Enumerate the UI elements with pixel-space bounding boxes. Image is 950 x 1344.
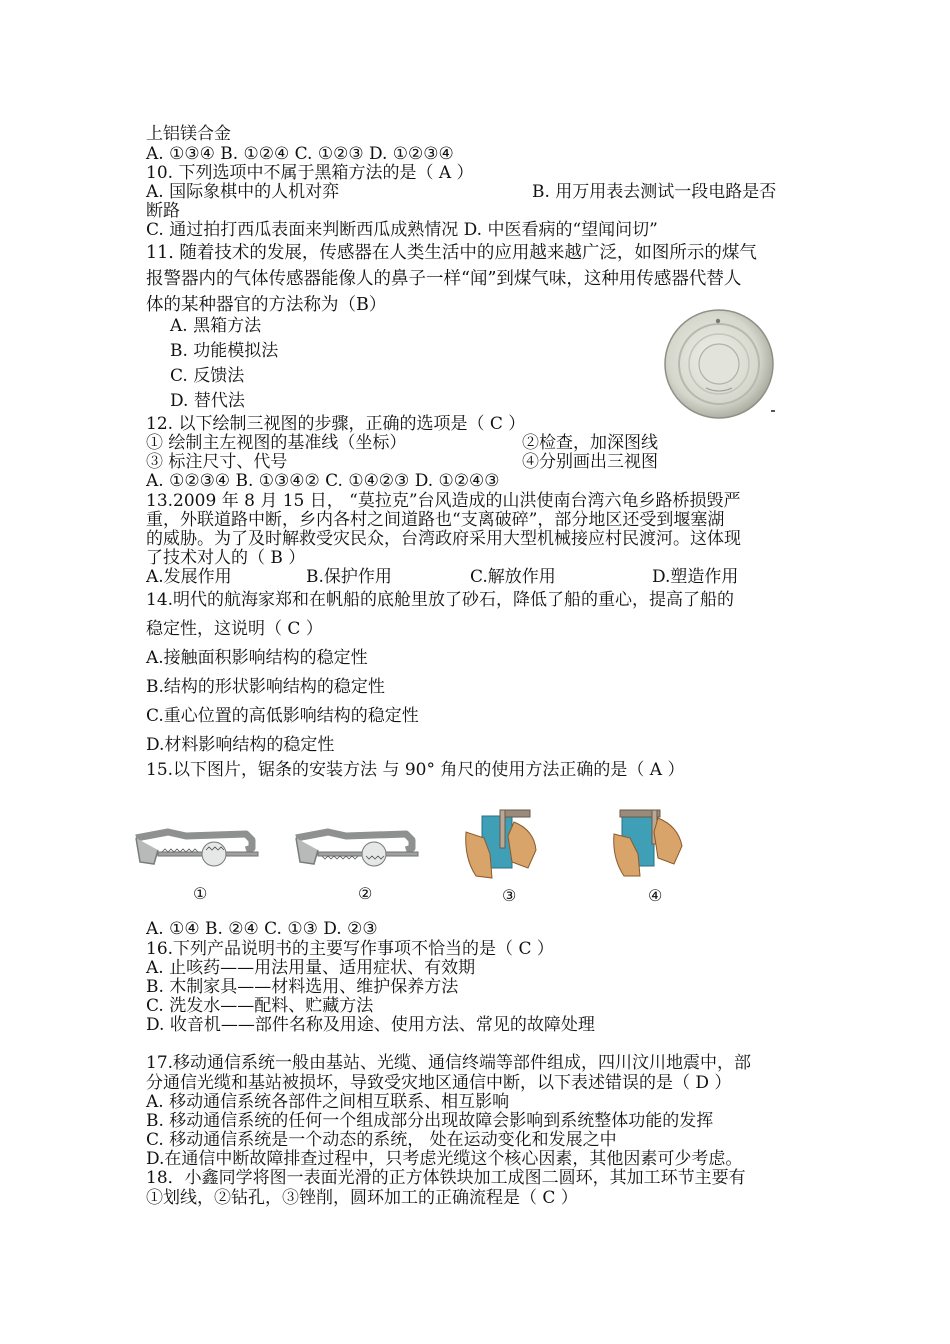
q12-step-4: ④分别画出三视图 bbox=[522, 452, 658, 472]
q17-option-a: A. 移动通信系统各部件之间相互联系、相互影响 bbox=[146, 1092, 510, 1112]
q14-option-b: B.结构的形状影响结构的稳定性 bbox=[146, 677, 385, 697]
q17-stem-2: 分通信光缆和基站被损坏，导致受灾地区通信中断，以下表述错误的是（ D ） bbox=[146, 1073, 732, 1093]
q12-options: A. ①②③④ B. ①③④② C. ①④②③ D. ①②④③ bbox=[146, 471, 500, 491]
q18-stem-1: 18．小鑫同学将图一表面光滑的正方体铁块加工成图二圆环，其加工环节主要有 bbox=[146, 1168, 746, 1188]
hacksaw-figure-1 bbox=[128, 822, 268, 872]
q12-stem: 12. 以下绘制三视图的步骤，正确的选项是（ C ） bbox=[146, 414, 526, 434]
q14-stem-1: 14.明代的航海家郑和在帆船的底舱里放了砂石，降低了船的重心，提高了船的 bbox=[146, 590, 735, 610]
q15-options: A. ①④ B. ②④ C. ①③ D. ②③ bbox=[146, 919, 378, 939]
q13-option-a: A.发展作用 bbox=[146, 567, 232, 587]
q16-option-d: D. 收音机——部件名称及用途、使用方法、常见的故障处理 bbox=[146, 1015, 595, 1035]
q18-stem-2: ①划线，②钻孔，③锉削，圆环加工的正确流程是（ C ） bbox=[146, 1188, 578, 1208]
q10-options-cd: C. 通过拍打西瓜表面来判断西瓜成熟情况 D. 中医看病的“望闻问切” bbox=[146, 220, 658, 240]
gas-detector-image bbox=[662, 306, 776, 422]
q17-option-b: B. 移动通信系统的任何一个组成部分出现故障会影响到系统整体功能的发挥 bbox=[146, 1111, 714, 1131]
q10-stem: 10. 下列选项中不属于黑箱方法的是（ A ） bbox=[146, 163, 474, 183]
q9-options: A. ①③④ B. ①②④ C. ①②③ D. ①②③④ bbox=[146, 144, 454, 164]
q10-option-a: A. 国际象棋中的人机对弈 bbox=[146, 182, 340, 202]
q11-stem-2: 报警器内的气体传感器能像人的鼻子一样“闻”到煤气味，这种用传感器代替人 bbox=[146, 269, 742, 289]
q13-stem-3: 的威胁。为了及时解救受灾民众，台湾政府采用大型机械接应村民渡河。这体现 bbox=[146, 529, 741, 549]
q13-option-d: D.塑造作用 bbox=[652, 567, 739, 587]
q13-stem-1: 13.2009 年 8 月 15 日， “莫拉克”台风造成的山洪使南台湾六龟乡路桥损毁严 bbox=[146, 491, 741, 511]
q12-step-3: ③ 标注尺寸、代号 bbox=[146, 452, 288, 472]
image-mark bbox=[771, 410, 775, 412]
text-line: 上铝镁合金 bbox=[146, 124, 231, 144]
q11-stem-3: 体的某种器官的方法称为（B） bbox=[146, 295, 387, 315]
q13-stem-4: 了技术对人的（ B ） bbox=[146, 548, 306, 568]
q17-option-c: C. 移动通信系统是一个动态的系统， 处在运动变化和发展之中 bbox=[146, 1130, 617, 1150]
q14-option-d: D.材料影响结构的稳定性 bbox=[146, 735, 335, 755]
try-square-figure-4 bbox=[612, 800, 692, 880]
hacksaw-figure-2 bbox=[288, 822, 428, 872]
q17-stem-1: 17.移动通信系统一般由基站、光缆、通信终端等部件组成，四川汶川地震中，部 bbox=[146, 1053, 752, 1073]
q10-option-b: B. 用万用表去测试一段电路是否 bbox=[532, 182, 777, 202]
q13-stem-2: 重，外联道路中断，乡内各村之间道路也“支离破碎”，部分地区还受到堰塞湖 bbox=[146, 510, 725, 530]
q13-option-c: C.解放作用 bbox=[470, 567, 556, 587]
q11-stem-1: 11. 随着技术的发展，传感器在人类生活中的应用越来越广泛，如图所示的煤气 bbox=[146, 243, 757, 263]
q11-option-a: A. 黑箱方法 bbox=[170, 316, 262, 336]
q16-option-a: A. 止咳药——用法用量、适用症状、有效期 bbox=[146, 958, 476, 978]
figure-label-3: ③ bbox=[502, 886, 517, 905]
q14-option-c: C.重心位置的高低影响结构的稳定性 bbox=[146, 706, 419, 726]
q11-option-c: C. 反馈法 bbox=[170, 366, 245, 386]
q12-step-1: ① 绘制主左视图的基准线（坐标） bbox=[146, 433, 407, 453]
q16-option-b: B. 木制家具——材料选用、维护保养方法 bbox=[146, 977, 459, 997]
q12-step-2: ②检查，加深图线 bbox=[522, 433, 658, 453]
q11-option-b: B. 功能模拟法 bbox=[170, 341, 279, 361]
q10-option-b-cont: 断路 bbox=[146, 201, 180, 221]
q13-option-b: B.保护作用 bbox=[306, 567, 392, 587]
figure-label-2: ② bbox=[358, 884, 373, 903]
try-square-figure-3 bbox=[462, 802, 542, 882]
q14-stem-2: 稳定性，这说明（ C ） bbox=[146, 619, 323, 639]
figure-label-4: ④ bbox=[648, 886, 663, 905]
q17-option-d: D.在通信中断故障排查过程中，只考虑光缆这个核心因素，其他因素可少考虑。 bbox=[146, 1149, 743, 1169]
q16-option-c: C. 洗发水——配料、贮藏方法 bbox=[146, 996, 374, 1016]
q11-option-d: D. 替代法 bbox=[170, 391, 245, 411]
figure-label-1: ① bbox=[193, 884, 208, 903]
q16-stem: 16.下列产品说明书的主要写作事项不恰当的是（ C ） bbox=[146, 939, 554, 959]
q15-stem: 15.以下图片，锯条的安装方法 与 90° 角尺的使用方法正确的是（ A ） bbox=[146, 760, 685, 780]
q14-option-a: A.接触面积影响结构的稳定性 bbox=[146, 648, 368, 668]
